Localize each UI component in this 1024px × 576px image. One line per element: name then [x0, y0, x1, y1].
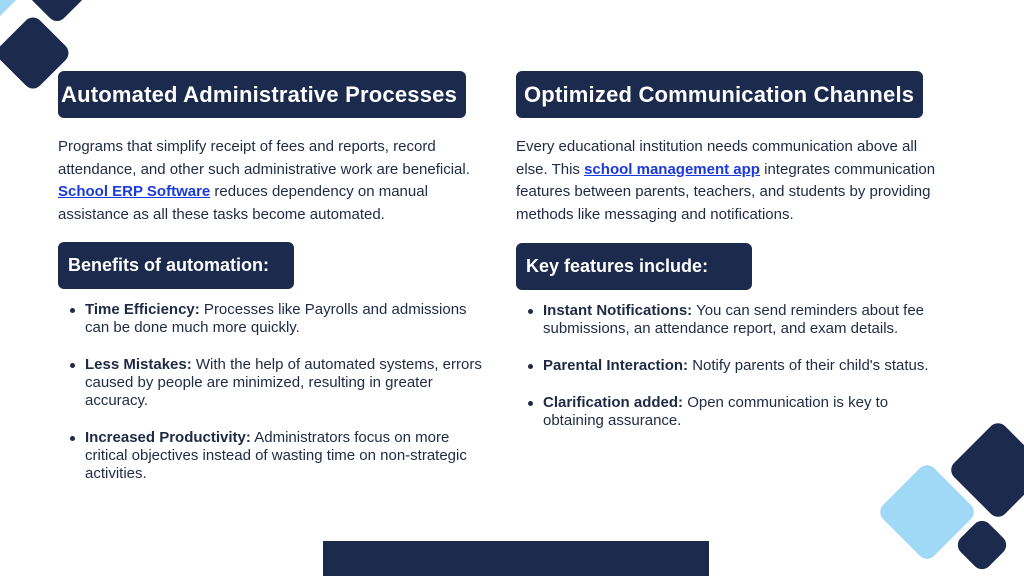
bullet-text: You can send reminders about fee submissions, an attendance report, and exam details.	[543, 302, 925, 337]
list-item	[528, 302, 952, 338]
bullet-text: Open communication is key to obtaining assurance.	[543, 394, 889, 429]
left-subheading: Benefits of automation:	[58, 242, 294, 289]
bullet-text: Administrators focus on more critical objectives instead of wasting time on non-strategic activities.	[85, 429, 467, 482]
bottom-decorative-bar	[323, 541, 709, 576]
list-item	[528, 394, 952, 430]
bullet-term: Instant Notifications:	[543, 302, 693, 319]
bullet-text: Processes like Payrolls and admissions can be done much more quickly.	[85, 301, 467, 336]
school-erp-software-link[interactable]: School ERP Software	[58, 183, 211, 200]
left-bullet-list	[58, 301, 490, 483]
left-intro-paragraph	[58, 136, 490, 226]
right-bullet-list	[516, 302, 952, 430]
left-section-title: Automated Administrative Processes	[58, 71, 466, 118]
list-item	[528, 357, 952, 375]
bullet-text: Notify parents of their child's status.	[688, 357, 929, 374]
right-subheading: Key features include:	[516, 243, 752, 290]
right-intro-text-end: integrates communication features between parents, teachers, and students by providing methods like messaging and notifications.	[516, 160, 936, 223]
list-item	[70, 301, 490, 337]
bullet-term: Less Mistakes:	[85, 356, 192, 373]
left-column	[58, 71, 490, 502]
left-intro-text-end: reduces dependency on manual assistance as all these tasks become automated.	[58, 183, 428, 223]
school-management-app-link[interactable]: school management app	[584, 160, 760, 178]
list-item	[70, 429, 490, 483]
right-section-title: Optimized Communication Channels	[516, 71, 923, 118]
right-intro-text-start: Every educational institution needs communication above all else. This	[516, 138, 918, 178]
list-item	[70, 356, 490, 410]
bullet-term: Parental Interaction:	[543, 357, 689, 374]
right-column	[516, 71, 952, 449]
left-intro-text-start: Programs that simplify receipt of fees and reports, record attendance, and other such administrative work are beneficial.	[58, 138, 470, 178]
bullet-term: Increased Productivity:	[85, 429, 251, 446]
bullet-term: Time Efficiency:	[85, 301, 200, 318]
bullet-text: With the help of automated systems, errors caused by people are minimized, resulting in greater accuracy.	[85, 356, 482, 409]
right-intro-paragraph	[516, 136, 952, 226]
bullet-term: Clarification added:	[543, 394, 684, 411]
